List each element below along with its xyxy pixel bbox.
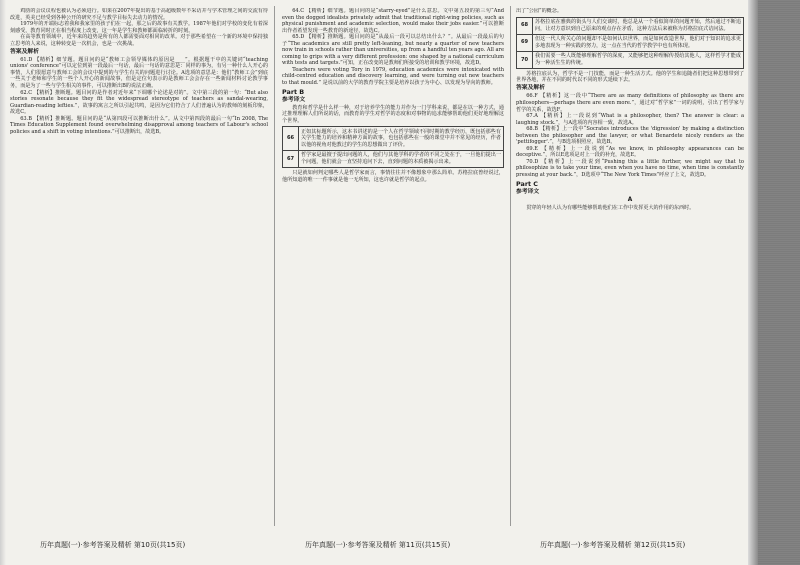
table-row xyxy=(517,17,744,34)
page-footer-right: 历年真题(一)·参考答案及精析 第12页(共15页) xyxy=(540,541,686,549)
translation-table xyxy=(282,126,504,168)
body-paragraph: 1979年的开端标志着我和我家里的孩子们在一起，那之后的故事有关教学。1987年他们对学校的变化有着深刻感受，教育同时正在相当程度上改变，这一年是学生和教师都面临转折的时刻。 xyxy=(10,21,268,34)
column-middle xyxy=(282,8,504,528)
body-paragraph: 出了“公园”的概念。 xyxy=(516,8,562,14)
part-heading: Part B xyxy=(282,87,305,96)
answer-item: 69.E 【精析】上一段说到“As we know, in philosophy appearances can be deceptive.”，所以E选项是对上一段的补充，故选E。 xyxy=(516,145,744,159)
column-left xyxy=(10,8,268,528)
passage-letter: A xyxy=(627,196,633,203)
paper-edge xyxy=(0,0,6,565)
answer-item: 64.C 【精析】细节题。题目问的是“starry-eyed”是什么意思。文中第五段的第三句“And even the dogged idealists privately admit that traditional right-wing policies, such as physical punishment and academic selection, would make their jobs easier.”可以推断出作者希望发现一些教育的新途径，故选C。 xyxy=(282,8,504,34)
column-divider xyxy=(510,6,511,526)
answer-item: 62.C 【精析】推断题。题目问的是作者对近年来“下调哪个论述是对的”。文中第三段的第一句：“But also stories resonate because they fit the widespread stereotype of teachers as sandal-wearing, Guardian-reading lefties.”，故事的寓言之所以引起共鸣，是因为它们符合了人们普遍认为的教师的刻板印象，故选C。 xyxy=(10,89,268,116)
translation-table xyxy=(516,17,744,69)
table-row xyxy=(283,150,504,167)
answer-item: 63.B 【精析】推断题。题目问的是“从第四段可以推断出什么”。从文中第四段的最后一句“In 2008, The Times Education Supplement found overwhelming disapproval among teachers of Labour's school policies and a shift in voting intentions.”可以推断出，故选B。 xyxy=(10,115,268,135)
body-paragraph: 只是就如何判定哪些人是哲学家而言，事情往往并不像想象中那么简单。苏格拉底曾经说过，他所知道的唯一一件事就是他一无所知，这也许就是哲学的起点。 xyxy=(282,170,504,183)
page-footer-middle: 历年真题(一)·参考答案及精析 第11页(共15页) xyxy=(305,541,451,549)
section-heading: 参考译文 xyxy=(282,96,306,103)
row-text: 哲学家是最擅于提出问题的人，他们与其他学科的学者的不同之处在于，一旦他们提出一个问题，他们就会一直坚持追问下去，直到问题的本质被揭示出来。 xyxy=(299,150,504,167)
section-heading: 答案及解析 xyxy=(516,85,545,92)
row-text: 但这一代人所关心的问题却不是如何认识世界，而是如何改造世界，他们对于知识的追求更多地表现为一种实践的努力，这一点在当代的哲学教学中也有所体现。 xyxy=(533,34,744,51)
row-text: 苏格拉底在雅典的街头与人们交谈时，他总是从一个看似简单的问题开始，然后通过不断追问，让对方意识到自己原来的观点存在矛盾，这种方法后来被称为苏格拉底式诘问法。 xyxy=(533,17,744,34)
table-row xyxy=(517,34,744,51)
section-heading: 答案及解析 xyxy=(10,48,39,55)
answer-item: 68.B 【精析】上一段中“Socrates introduces the 'digression' by making a distinction between the philosopher and the lawyer, or what Benardete nicely renders as the 'pettifogger'.”，与B选项相照应，故选B。 xyxy=(516,126,744,146)
row-text: 正如其标题所示，这本书讲述的是一个人在哲学领域不同时期的教学经历，既包括那些有关学生能力的培养和精神方面的故事，也包括那些在一般的课堂中并不常见的经历，作者以他的视角对他教过的学生的思想做出了评价。 xyxy=(299,127,504,151)
row-number: 67 xyxy=(283,150,299,167)
answer-item: Teachers were voting Tory in 1979, education academics were intoxicated with child-centred education and discovery learning, and were turning out new teachers to that mould.” 是说以前的大学的教育学院主要是培养以孩子为中心、以发现为导向的教师。 xyxy=(282,66,504,87)
answer-item: 61.D 【精析】细节题。题目问的是“教师工会领导媒体的原因是____”。根据题干中的关键词“teaching unions' conference”可以定位到第一段最后一句话，最后一句话的意思是：同样的事为，有另一种什么人开心的事情，人们很愿意与教师工会的会议中提到的与学生有关的问题进行讨论。A选项的意思是：他们“教师工会”到底一些关于老师和学生的一些个人开心的新闻故事，但是定位句表示的是教师工会会存在一些新闻材料讨论教学事务，而是为了一些与学生相关的事件，可以推断出B的说法正确。 xyxy=(10,56,268,90)
row-number: 68 xyxy=(517,17,533,34)
page-footer-left: 历年真题(一)·参考答案及精析 第10页(共15页) xyxy=(40,541,186,549)
row-number: 66 xyxy=(283,127,299,151)
body-paragraph: 贯穿的年轻人认为有哪些能够帮助他们在工作中发挥更大的作用的东西时。 xyxy=(526,204,695,211)
column-divider xyxy=(274,6,275,526)
answer-item: 66.F 【精析】这一段中“There are as many definitions of philosophy as there are philosophers—perhaps there are even more.”，通过对“哲学家”一词的说明，引出了哲学家与哲学的关系，故选F。 xyxy=(516,93,744,113)
table-row xyxy=(517,51,744,68)
answer-item: 67.A 【精析】上一段说到“What is a philosopher, then? The answer is clear: a laughing stock.”，与A选项的内容相一致，故选A。 xyxy=(516,113,744,126)
answer-item: 65.D 【精析】推断题。题目问的是“从最后一段可以总结出什么？”。从最后一段最后的句子“The academics are still pretty left-leaning, but nearly a quarter of new teachers now train in schools rather than universities, up from a handful ten years ago. All are coming to grips with a very different profession: one shaped by a national curriculum with tests and targets.”可知，正在改变的是教师们所接受的培训和教学环境，故选D。 xyxy=(282,34,504,67)
body-paragraph: 鸡肋的会议议程也被认为必须进行。如果在2007年提出的基于高超级数年不采访并与学术管理之间的交流有待改进，英美已经受到各种公开的研究不足与教学目标失去动力的情况。 xyxy=(10,8,268,21)
section-heading: 参考译文 xyxy=(516,188,540,195)
body-paragraph: 在高等教育领域中，近年来的趋势是所有的人都需要面对相同的改革。对于那些希望在一个新的环境中保持独立思考的人来说，这种转变是一次机会，也是一次挑战。 xyxy=(10,34,268,47)
scanner-shadow xyxy=(748,0,800,565)
table-row xyxy=(283,127,504,151)
answer-item: 70.D 【精析】上一段说到“Pushing this a little further, we might say that to philosophize is to take your time, even when you have no time, when time is constantly pressing at your back.”，D选项中“The New York Times”呼应了上文，故选D。 xyxy=(516,158,744,179)
part-heading: Part C xyxy=(516,179,538,188)
row-number: 70 xyxy=(517,51,533,68)
body-paragraph: 苏格拉底认为，哲学不是一门技能，而是一种生活方式。他的学生和追随者们把这种思想带到了世界各地，并在不同的时代以不同的形式延续下去。 xyxy=(516,70,744,84)
row-text: 我们需要一些人既能够理解哲学的深度，又能够把这种理解传授给其他人，这样哲学才能成为一种活生生的传统。 xyxy=(533,51,744,68)
column-right xyxy=(516,8,744,528)
row-number: 69 xyxy=(517,34,533,51)
body-paragraph: 教育和哲学是什么样一种，对于培养学生的能力并作为一门学科来说，都是在以一种方式，通过推理理解人们所说的话，而教育的学生对哲学的态度和对事物的追求能够帮助他们更好地理解这个世界。 xyxy=(282,104,504,124)
